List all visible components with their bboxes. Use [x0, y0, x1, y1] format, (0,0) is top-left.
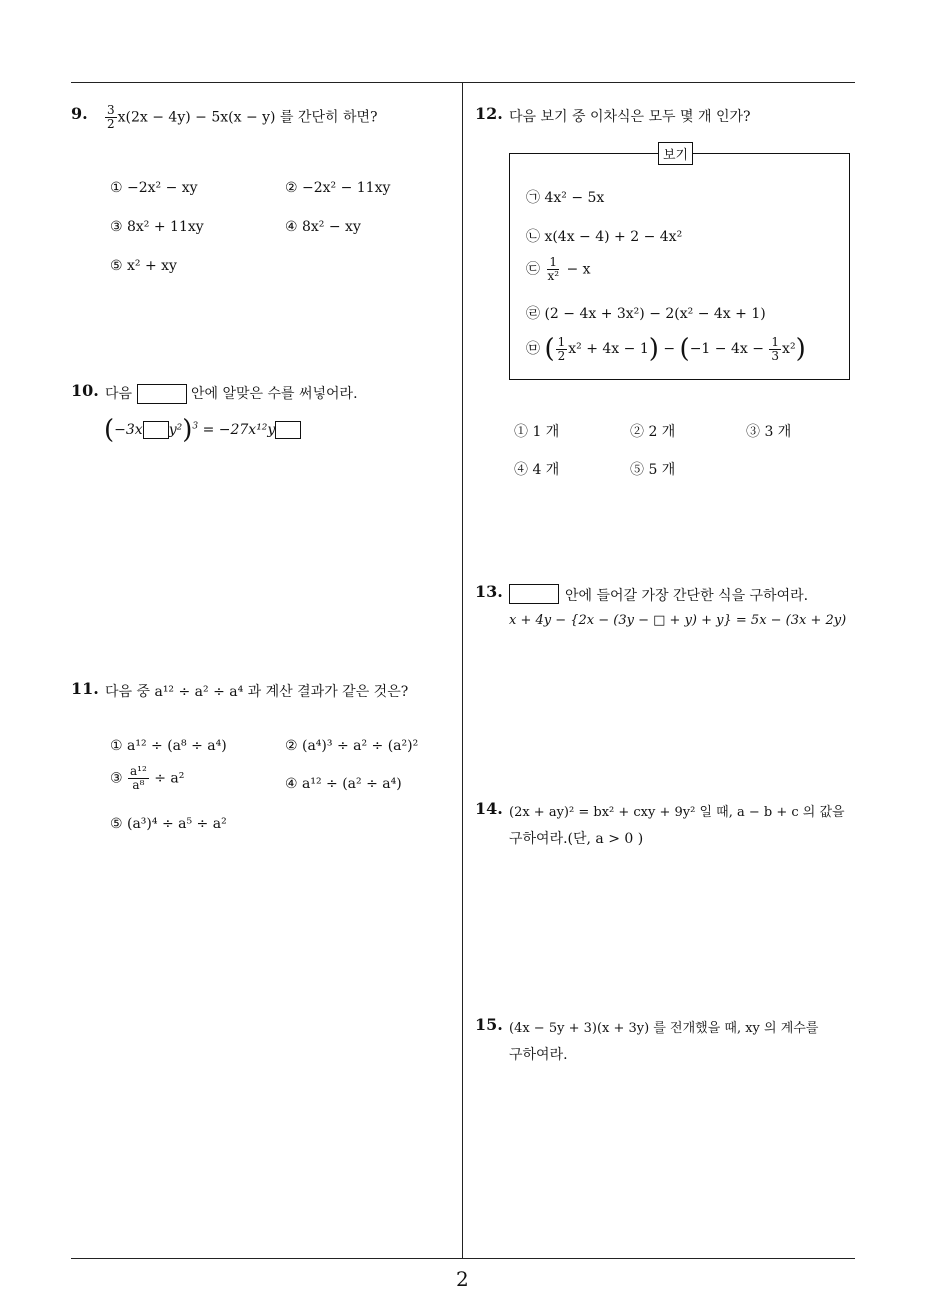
- fraction: $\frac{3}{2}$: [107, 103, 115, 131]
- answer-blank[interactable]: [275, 421, 301, 439]
- option-5[interactable]: ⑤ x² + xy: [110, 258, 177, 274]
- option-5[interactable]: ⑤ 5 개: [630, 462, 676, 478]
- option-4[interactable]: ④ 8x² − xy: [285, 219, 361, 235]
- bottom-rule: [71, 1258, 855, 1259]
- question-stem: 다음 중 a¹² ÷ a² ÷ a⁴ 과 계산 결과가 같은 것은?: [105, 684, 409, 700]
- option-3[interactable]: ③ $\frac{\text{a¹²}}{\text{a⁸}}$ ÷ a²: [110, 764, 185, 792]
- question-number: 11.: [71, 679, 99, 698]
- fraction: $\frac{1}{3}$: [771, 334, 780, 363]
- bogi-item-2: ㉡ x(4x − 4) + 2 − 4x²: [526, 229, 683, 245]
- option-1[interactable]: ① −2x² − xy: [110, 180, 198, 196]
- equation: (−3x y²)$^3$ = −27x¹²y: [104, 415, 301, 445]
- question-stem: 안에 들어갈 가장 간단한 식을 구하여라.: [565, 588, 809, 604]
- page-number: 2: [456, 1267, 469, 1291]
- option-2[interactable]: ② 2 개: [630, 424, 676, 440]
- option-1[interactable]: ① 1 개: [514, 424, 560, 440]
- question-stem: 다음 안에 알맞은 수를 써넣어라.: [105, 386, 358, 402]
- question-stem-line-1: (4x − 5y + 3)(x + 3y) 를 전개했을 때, xy 의 계수를: [509, 1021, 819, 1036]
- bogi-item-1: ㉠ 4x² − 5x: [526, 190, 605, 206]
- question-number: 13.: [475, 582, 503, 601]
- question-stem-line-2: 구하여라.(단, a > 0 ): [509, 831, 644, 847]
- option-1[interactable]: ① a¹² ÷ (a⁸ ÷ a⁴): [110, 738, 227, 754]
- question-number: 14.: [475, 799, 503, 818]
- answer-blank[interactable]: [137, 384, 187, 404]
- question-stem: $\frac{3}{2}$ x(2x − 4y) − 5x(x − y) 를 간단히 하면?: [107, 103, 378, 131]
- bogi-item-5: ㉤ ( $\frac{1}{2}$ x² + 4x − 1) − (−1 − 4x − $\frac{1}{3}$ x²): [526, 334, 806, 364]
- option-4[interactable]: ④ 4 개: [514, 462, 560, 478]
- question-stem: 다음 보기 중 이차식은 모두 몇 개 인가?: [509, 109, 751, 125]
- question-stem-line-2: 구하여라.: [509, 1047, 568, 1063]
- question-number: 15.: [475, 1015, 503, 1034]
- bogi-item-4: ㉣ (2 − 4x + 3x²) − 2(x² − 4x + 1): [526, 306, 766, 322]
- option-5[interactable]: ⑤ (a³)⁴ ÷ a⁵ ÷ a²: [110, 816, 227, 832]
- option-3[interactable]: ③ 8x² + 11xy: [110, 219, 204, 235]
- bogi-label: 보기: [658, 142, 693, 165]
- equation: x + 4y − {2x − (3y − □ + y) + y} = 5x − (3x + 2y): [509, 613, 847, 628]
- bogi-item-3: ㉢ $\frac{1}{\text{x²}}$ − x: [526, 255, 591, 283]
- question-number: 12.: [475, 104, 503, 123]
- option-2[interactable]: ② (a⁴)³ ÷ a² ÷ (a²)²: [285, 738, 419, 754]
- answer-blank[interactable]: [143, 421, 169, 439]
- option-2[interactable]: ② −2x² − 11xy: [285, 180, 391, 196]
- option-4[interactable]: ④ a¹² ÷ (a² ÷ a⁴): [285, 776, 402, 792]
- option-3[interactable]: ③ 3 개: [746, 424, 792, 440]
- question-stem-line-1: (2x + ay)² = bx² + cxy + 9y² 일 때, a − b + c 의 값을: [509, 805, 845, 820]
- column-divider: [462, 82, 463, 1259]
- question-number: 10.: [71, 381, 99, 400]
- answer-blank[interactable]: [509, 584, 559, 604]
- top-rule: [71, 82, 855, 83]
- question-number: 9.: [71, 104, 88, 123]
- fraction: $\frac{\text{a¹²}}{\text{a⁸}}$: [130, 764, 147, 792]
- fraction: $\frac{1}{2}$: [557, 334, 566, 363]
- fraction: $\frac{1}{\text{x²}}$: [547, 255, 560, 283]
